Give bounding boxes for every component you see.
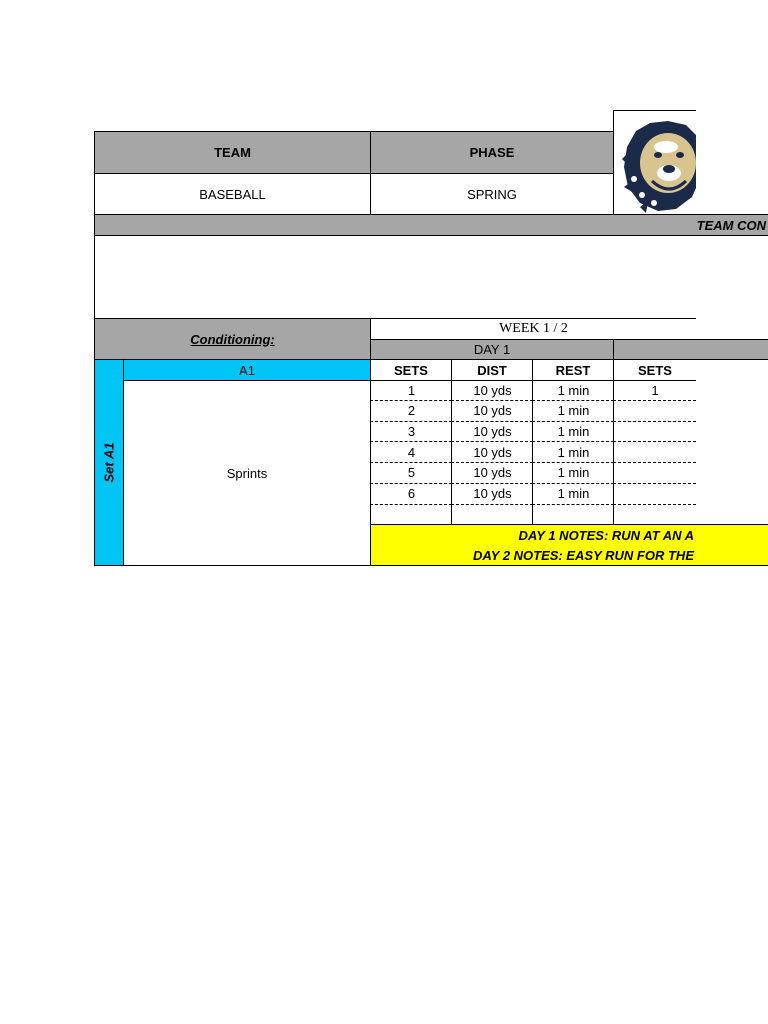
day2-sets-column-header: SETS	[613, 359, 696, 381]
exercise-code: A1	[123, 359, 371, 381]
table-cell-sets	[370, 504, 452, 525]
table-cell-sets2	[613, 401, 696, 422]
table-cell-rest: 1 min	[532, 380, 614, 401]
day1-header: DAY 1	[370, 339, 614, 360]
dist-column-header: DIST	[451, 359, 533, 381]
day2-header	[614, 339, 768, 360]
table-cell-sets2	[613, 484, 696, 505]
day1-notes-overflow	[696, 524, 768, 545]
table-cell-dist	[451, 504, 533, 525]
table-cell-rest: 1 min	[532, 401, 614, 422]
rest-column-header: REST	[532, 359, 614, 381]
exercise-name: Sprints	[123, 380, 371, 566]
table-cell-dist: 10 yds	[451, 401, 533, 422]
table-cell-sets2	[613, 421, 696, 442]
blank-notes-area	[94, 235, 696, 319]
phase-value: SPRING	[370, 173, 614, 215]
table-cell-rest: 1 min	[532, 421, 614, 442]
day2-notes-overflow	[696, 545, 768, 566]
phase-header: PHASE	[370, 131, 614, 174]
table-cell-sets: 3	[370, 421, 452, 442]
table-cell-dist: 10 yds	[451, 421, 533, 442]
conditioning-label: Conditioning:	[94, 318, 371, 360]
table-cell-sets: 1	[370, 380, 452, 401]
table-cell-sets: 2	[370, 401, 452, 422]
table-cell-rest: 1 min	[532, 463, 614, 484]
sets-column-header: SETS	[370, 359, 452, 381]
team-header: TEAM	[94, 131, 371, 174]
table-cell-dist: 10 yds	[451, 380, 533, 401]
week-label: WEEK 1 / 2	[370, 318, 696, 340]
day1-notes: DAY 1 NOTES: RUN AT AN A	[370, 524, 696, 545]
table-cell-sets: 5	[370, 463, 452, 484]
table-cell-dist: 10 yds	[451, 484, 533, 505]
program-title-banner: TEAM CON	[94, 214, 768, 236]
bulldog-mascot-icon	[613, 110, 696, 215]
table-cell-rest	[532, 504, 614, 525]
set-label: Set A1	[94, 359, 124, 566]
table-cell-sets2: 1	[613, 380, 696, 401]
table-cell-dist: 10 yds	[451, 463, 533, 484]
table-cell-dist: 10 yds	[451, 442, 533, 463]
table-cell-rest: 1 min	[532, 484, 614, 505]
table-cell-sets2	[613, 463, 696, 484]
table-cell-sets2	[613, 504, 696, 525]
day2-notes: DAY 2 NOTES: EASY RUN FOR THE	[370, 545, 696, 566]
table-cell-sets2	[613, 442, 696, 463]
table-cell-rest: 1 min	[532, 442, 614, 463]
team-value: BASEBALL	[94, 173, 371, 215]
table-cell-sets: 4	[370, 442, 452, 463]
table-cell-sets: 6	[370, 484, 452, 505]
